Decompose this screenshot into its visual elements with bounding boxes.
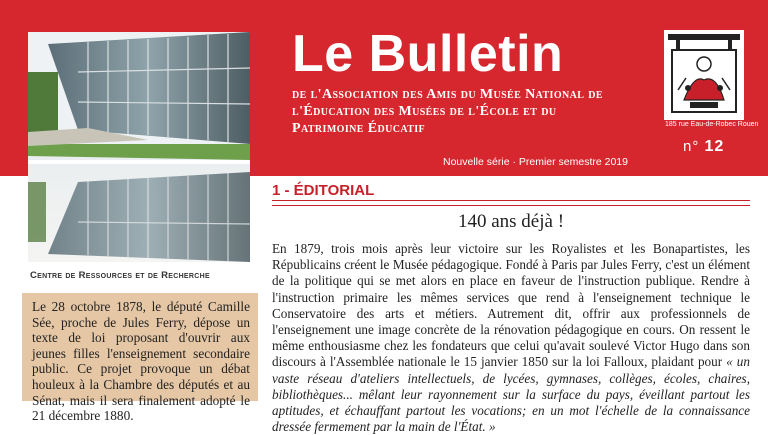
article-headline: 140 ans déjà !	[457, 211, 565, 232]
series-line: Nouvelle série · Premier semestre 2019	[443, 156, 628, 168]
sidebar-box	[22, 293, 258, 424]
photo-caption: Centre de Ressources et de Recherche	[30, 270, 210, 281]
issue-label: n°	[683, 138, 700, 155]
bulletin-title: Le Bulletin	[292, 25, 564, 83]
building-photo	[28, 32, 250, 262]
issue-value: 12	[704, 138, 725, 155]
sidebar-text: Le 28 octobre 1878, le député Camille Sée, proche de Jules Ferry, dépose un texte de loi proposant d'ouvrir aux jeunes filles l'enseignement secondaire public. Ce projet provoque un débat houleux à la Chambre des députés et au Sénat, mais il sera finalement adopté le 21 décembre 1880.	[32, 299, 250, 424]
section-rule-top	[272, 200, 750, 201]
section-heading: 1 - ÉDITORIAL	[272, 182, 375, 199]
article-quote: « un vaste réseau d'ateliers intellectuels, de lycées, gymnases, collèges, écoles, chaires, bibliothèques... mêlant leur rayonnement sur la surface du pays, éveillant partout les aptitudes, et échauffant partout les vocations; en un mot l'échelle de la connaissance dressée fermement par la main de l'État. »	[272, 354, 750, 435]
issue-number	[683, 138, 724, 156]
article-body	[272, 241, 750, 435]
section-rule-bottom	[272, 205, 750, 206]
museum-logo	[664, 30, 744, 120]
article-body-text: En 1879, trois mois après leur victoire sur les Royalistes et les Bonapartistes, les Républicains créent le Musée pédagogique. Fondé à Paris par Jules Ferry, c'est un élément de la politique qui se met alors en place en faveur de l'instruction publique. Rendre à l'instruction primaire les mêmes services que rend à l'enseignement technique le Conservatoire des arts et métiers. Autrement dit, offrir aux professionnels de l'enseignement une image concrète de la rénovation pédagogique en cours. On ressent le même enthousiasme chez les fondateurs que celui qu'avait soulevé Victor Hugo dans son discours à l'Assemblée nationale le 15 janvier 1850 sur la loi Falloux, plaidant pour	[272, 241, 750, 370]
bulletin-subtitle: de l'Association des Amis du Musée National de l'Éducation des Musées de l'École et du Patrimoine Éducatif	[292, 87, 603, 136]
museum-address: 185 rue Eau-de-Robec Rouen	[665, 121, 759, 128]
